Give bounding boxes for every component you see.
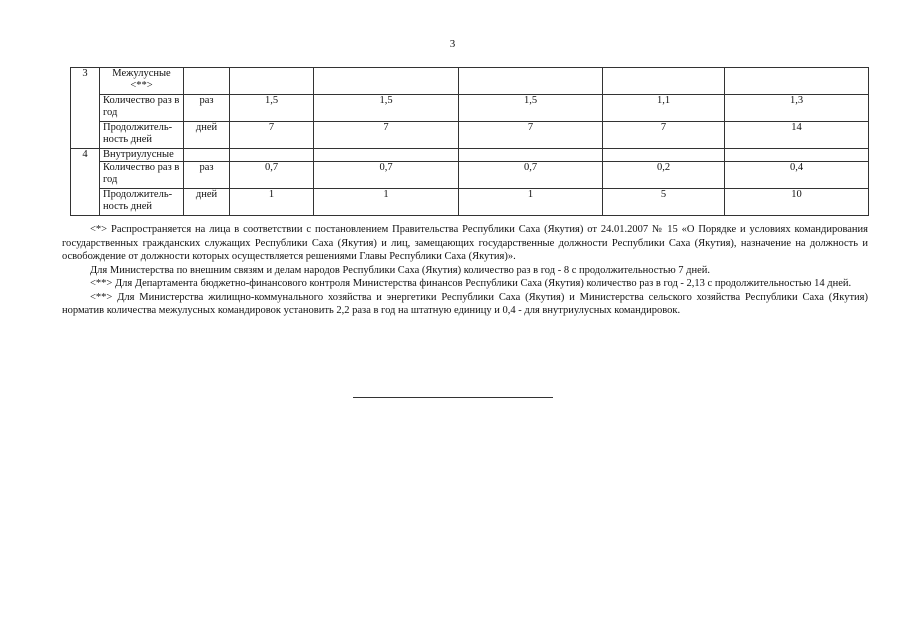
table-cell: 1 — [459, 189, 603, 216]
table-cell — [314, 149, 459, 162]
table-cell: 0,2 — [603, 162, 725, 189]
table-row — [71, 189, 869, 216]
table-cell — [314, 68, 459, 95]
table-row — [71, 149, 869, 162]
table-cell — [71, 95, 100, 122]
group-title: Внутриулусные — [100, 149, 184, 162]
footnotes — [62, 223, 868, 318]
table-cell — [184, 149, 230, 162]
table-cell: 7 — [314, 122, 459, 149]
table-row — [71, 68, 869, 95]
row-number: 3 — [71, 68, 100, 95]
table-cell: 1,3 — [725, 95, 869, 122]
table-cell — [184, 68, 230, 95]
table-cell — [71, 189, 100, 216]
table-cell: 0,7 — [314, 162, 459, 189]
row-name: Продолжитель-ность дней — [100, 122, 184, 149]
end-divider — [353, 397, 553, 398]
table-cell: 7 — [603, 122, 725, 149]
table-row — [71, 122, 869, 149]
table-cell: 0,7 — [459, 162, 603, 189]
table-cell: 1 — [230, 189, 314, 216]
table-cell: 7 — [459, 122, 603, 149]
table-row — [71, 162, 869, 189]
table-cell: 1,5 — [314, 95, 459, 122]
table-cell: 5 — [603, 189, 725, 216]
footnote-3: <**> Для Департамента бюджетно-финансового контроля Министерства финансов Республики Саха (Якутия) количество раз в год - 2,13 с продолжительностью 14 дней. — [90, 278, 852, 289]
row-name: Количество раз в год — [100, 162, 184, 189]
table-cell: 7 — [230, 122, 314, 149]
table-cell — [603, 149, 725, 162]
row-name: Продолжитель-ность дней — [100, 189, 184, 216]
table-cell — [71, 162, 100, 189]
table-cell — [459, 68, 603, 95]
table-cell — [603, 68, 725, 95]
row-unit: раз — [184, 162, 230, 189]
table-cell: 0,7 — [230, 162, 314, 189]
table-cell — [725, 68, 869, 95]
table-cell — [230, 149, 314, 162]
row-unit: дней — [184, 122, 230, 149]
table-cell: 0,4 — [725, 162, 869, 189]
table-cell: 1,5 — [230, 95, 314, 122]
table-cell — [459, 149, 603, 162]
footnote-4: <**> Для Министерства жилищно-коммунального хозяйства и энергетики Республики Саха (Якутия) и Министерства сельского хозяйства Республики Саха (Якутия) норматив количества межулусных командировок установить 2,2 раза в год на штатную единицу и 0,4 - для внутриулусных командировок. — [62, 291, 868, 316]
row-name: Количество раз в год — [100, 95, 184, 122]
table-cell: 1,1 — [603, 95, 725, 122]
footnote-1: <*> Распространяется на лица в соответствии с постановлением Правительства Республики Саха (Якутия) от 24.01.2007 № 15 «О Порядке и условиях командирования государственных гражданских служащих Республики Саха (Якутия) и лиц, замещающих государственные должности Республики Саха (Якутия), назначение на должность и освобождение от должности которых осуществляется решениями Главы Республики Саха (Якутия)». — [62, 224, 868, 262]
page-number: 3 — [449, 38, 456, 50]
footnote-2: Для Министерства по внешним связям и делам народов Республики Саха (Якутия) количество раз в год - 8 с продолжительностью 7 дней. — [90, 264, 711, 276]
table-row — [71, 95, 869, 122]
row-unit: дней — [184, 189, 230, 216]
table-cell: 10 — [725, 189, 869, 216]
row-unit: раз — [184, 95, 230, 122]
table-cell — [230, 68, 314, 95]
table-cell — [725, 149, 869, 162]
group-title: Межулусные <**> — [100, 68, 184, 95]
table-cell: 1 — [314, 189, 459, 216]
row-number: 4 — [71, 149, 100, 162]
table-cell: 14 — [725, 122, 869, 149]
table-cell: 1,5 — [459, 95, 603, 122]
norms-table — [70, 67, 869, 216]
table-cell — [71, 122, 100, 149]
